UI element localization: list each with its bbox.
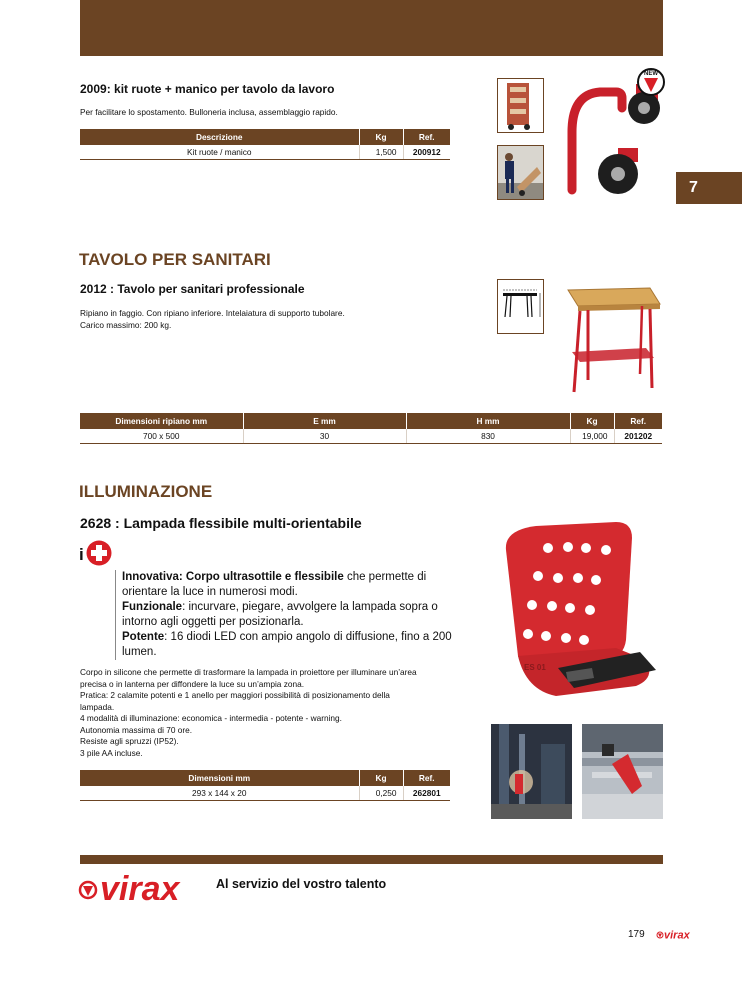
product-title-2012: 2012 : Tavolo per sanitari professionale	[80, 282, 305, 296]
description-line: Autonomia massima di 70 ore.	[80, 724, 193, 735]
description-line: 4 modalità di illuminazione: economica - intermedia - potente - warning.	[80, 713, 342, 723]
table-row	[80, 145, 450, 159]
product-title-2009: 2009: kit ruote + manico per tavolo da lavoro	[80, 82, 335, 96]
plus-cross-icon	[86, 540, 112, 566]
footer-slogan: Al servizio del vostro talento	[216, 877, 387, 891]
sanitary-workbench-image	[560, 282, 664, 394]
brand-name-small: virax	[664, 929, 690, 940]
lamp-usage-photo-1	[491, 724, 572, 819]
description-line: Pratica: 2 calamite potenti e 1 anello per maggiori possibilità di posizionamento della	[80, 690, 390, 700]
section-heading-tavolo: TAVOLO PER SANITARI	[79, 250, 271, 269]
feature-text: : 16 diodi LED con ampio angolo di diffusione, fino a 200 lumen.	[122, 631, 452, 658]
feature-item	[122, 630, 455, 660]
top-header-band	[80, 0, 663, 56]
virax-logo-small	[656, 928, 696, 940]
table-header: Dimensioni ripiano mm	[80, 413, 243, 429]
page-number: 179	[628, 929, 645, 940]
feature-label: Potente	[122, 631, 165, 643]
spec-table-2628	[80, 770, 450, 801]
info-icon: i	[79, 545, 84, 564]
table-cell: 830	[406, 429, 570, 443]
table-cell: 262801	[403, 786, 450, 800]
table-cell: 200912	[403, 145, 450, 159]
table-row	[80, 786, 450, 800]
table-header: Kg	[359, 770, 403, 786]
table-cell: 19,000	[570, 429, 614, 443]
table-cell: 293 x 144 x 20	[80, 786, 359, 800]
description-line: Ripiano in faggio. Con ripiano inferiore. Intelaiatura di supporto tubolare.	[80, 308, 345, 318]
product-title-2628: 2628 : Lampada flessibile multi-orientabile	[80, 515, 362, 531]
spec-table-2009	[80, 129, 450, 160]
description-line: precisa o in lanterna per diffondere la luce su un’ampia zona.	[80, 678, 305, 689]
table-header: Dimensioni mm	[80, 770, 359, 786]
feature-label: Funzionale	[122, 601, 183, 613]
table-dimension-diagram-icon	[497, 279, 544, 334]
table-row	[80, 429, 662, 443]
feature-text: che permette di orientare la luce in numerosi modi.	[122, 571, 427, 598]
product-description-2628	[80, 667, 460, 759]
description-line: 3 pile AA incluse.	[80, 747, 143, 758]
table-cell: 30	[243, 429, 406, 443]
chapter-tab: 7	[676, 172, 742, 204]
product-description-2012	[80, 308, 345, 331]
table-cell: Kit ruote / manico	[80, 145, 359, 159]
section-heading-illuminazione: ILLUMINAZIONE	[79, 482, 213, 501]
feature-text: : incurvare, piegare, avvolgere la lampada sopra o intorno agli oggetti per posizionarla.	[122, 601, 438, 628]
description-line: Carico massimo: 200 kg.	[80, 319, 172, 330]
feature-list	[115, 570, 455, 660]
description-line: lampada.	[80, 701, 115, 712]
spec-table-2012	[80, 413, 662, 444]
table-header: Descrizione	[80, 129, 359, 145]
brand-name: virax	[100, 870, 180, 904]
lamp-usage-photo-2	[582, 724, 663, 819]
workbench-wheels-thumbnail	[497, 78, 544, 133]
table-cell: 0,250	[359, 786, 403, 800]
table-header: Kg	[359, 129, 403, 145]
table-header: Ref.	[614, 413, 662, 429]
table-cell: 201202	[614, 429, 662, 443]
table-cell: 700 x 500	[80, 429, 243, 443]
new-badge: NEW	[644, 71, 658, 77]
flexible-lamp-image	[496, 520, 658, 710]
virax-logo	[78, 870, 206, 904]
lamp-model-label: ES 01	[524, 663, 546, 672]
table-cell: 1,500	[359, 145, 403, 159]
table-header: H mm	[406, 413, 570, 429]
workbench-transport-photo	[497, 145, 544, 200]
bottom-band	[80, 855, 663, 864]
table-header: Ref.	[403, 770, 450, 786]
feature-label: Innovativa: Corpo ultrasottile e flessibile	[122, 571, 344, 583]
table-header: Ref.	[403, 129, 450, 145]
table-header: E mm	[243, 413, 406, 429]
description-line: Corpo in silicone che permette di trasformare la lampada in proiettore per illuminare un’area	[80, 667, 417, 677]
product-description-2009: Per facilitare lo spostamento. Bulloneria inclusa, assemblaggio rapido.	[80, 107, 338, 117]
wheel-handle-kit-image	[560, 62, 672, 204]
description-line: Resiste agli spruzzi (IP52).	[80, 736, 179, 746]
table-header: Kg	[570, 413, 614, 429]
feature-item	[122, 600, 455, 630]
feature-item	[122, 570, 455, 600]
